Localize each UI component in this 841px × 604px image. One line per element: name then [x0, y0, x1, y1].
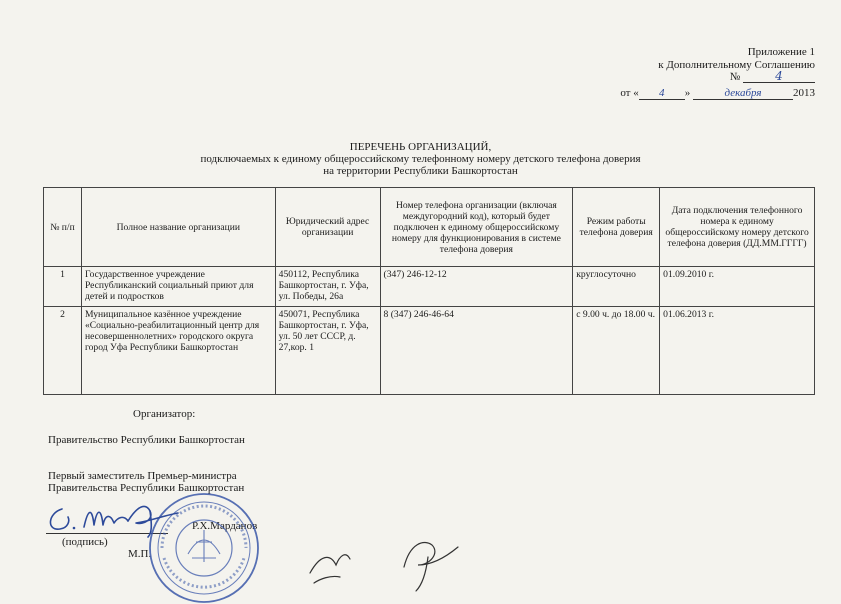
table-row — [44, 267, 815, 307]
cell-address: 450112, Республика Башкортостан, г. Уфа, ул. Победы, 26а — [275, 267, 380, 307]
header-phone: Номер телефона организации (включая междугородний код), который будет подключен к единому общероссийскому номеру для функционирования в системе телефона доверия — [380, 188, 573, 267]
appendix-header — [620, 46, 815, 100]
appendix-number — [620, 71, 815, 84]
organizer-label: Организатор: — [133, 408, 196, 420]
position-line1: Первый заместитель Премьер-министра — [48, 470, 237, 482]
title-line2: подключаемых к единому общероссийскому телефонному номеру детского телефона доверия — [200, 153, 641, 165]
cell-date: 01.09.2010 г. — [660, 267, 815, 307]
table-header-row — [44, 188, 815, 267]
header-name: Полное название организации — [81, 188, 275, 267]
date-year: 2013 — [793, 86, 815, 99]
date-day: 4 — [639, 87, 685, 101]
cell-phone: 8 (347) 246-46-64 — [380, 307, 573, 395]
handwritten-signature — [40, 495, 210, 540]
date-quote-open: « — [633, 86, 639, 99]
organizer-name: Правительство Республики Башкортостан — [48, 434, 245, 446]
appendix-date — [620, 87, 815, 101]
date-month: декабря — [693, 87, 793, 101]
document-title — [0, 141, 841, 177]
signer-position — [48, 470, 244, 494]
header-num: № п/п — [44, 188, 82, 267]
cell-mode: с 9.00 ч. до 18.00 ч. — [573, 307, 660, 395]
cell-mode: круглосуточно — [573, 267, 660, 307]
number-prefix: № — [729, 71, 741, 83]
date-quote-close: » — [684, 86, 691, 99]
number-value: 4 — [743, 71, 815, 83]
date-prefix: от — [620, 86, 631, 99]
cell-name: Муниципальное казённое учреждение «Социально-реабилитационный центр для несовершеннолетних» городского округа город Уфа Республики Башкортостан — [81, 307, 275, 395]
organizations-table — [43, 187, 815, 395]
table-row — [44, 307, 815, 395]
cell-num: 1 — [44, 267, 82, 307]
appendix-line2: к Дополнительному Соглашению — [658, 58, 815, 71]
signature-caption: (подпись) — [62, 536, 108, 548]
cell-address: 450071, Республика Башкортостан, г. Уфа, ул. 50 лет СССР, д. 27,кор. 1 — [275, 307, 380, 395]
signer-name: Р.Х.Марданов — [192, 520, 258, 532]
handwritten-marks — [300, 525, 470, 595]
cell-num: 2 — [44, 307, 82, 395]
title-line1: ПЕРЕЧЕНЬ ОРГАНИЗАЦИЙ, — [349, 141, 492, 153]
header-date: Дата подключения телефонного номера к единому общероссийскому номеру детского телефона доверия (ДД.ММ.ГГГГ) — [660, 188, 815, 267]
position-line2: Правительства Республики Башкортостан — [48, 482, 245, 494]
cell-date: 01.06.2013 г. — [660, 307, 815, 395]
stamp-place: М.П. — [128, 548, 152, 560]
cell-name: Государственное учреждение Республиканский социальный приют для детей и подростков — [81, 267, 275, 307]
header-mode: Режим работы телефона доверия — [573, 188, 660, 267]
cell-phone: (347) 246-12-12 — [380, 267, 573, 307]
title-line3: на территории Республики Башкортостан — [323, 165, 518, 177]
header-address: Юридический адрес организации — [275, 188, 380, 267]
appendix-line1: Приложение 1 — [747, 46, 815, 58]
